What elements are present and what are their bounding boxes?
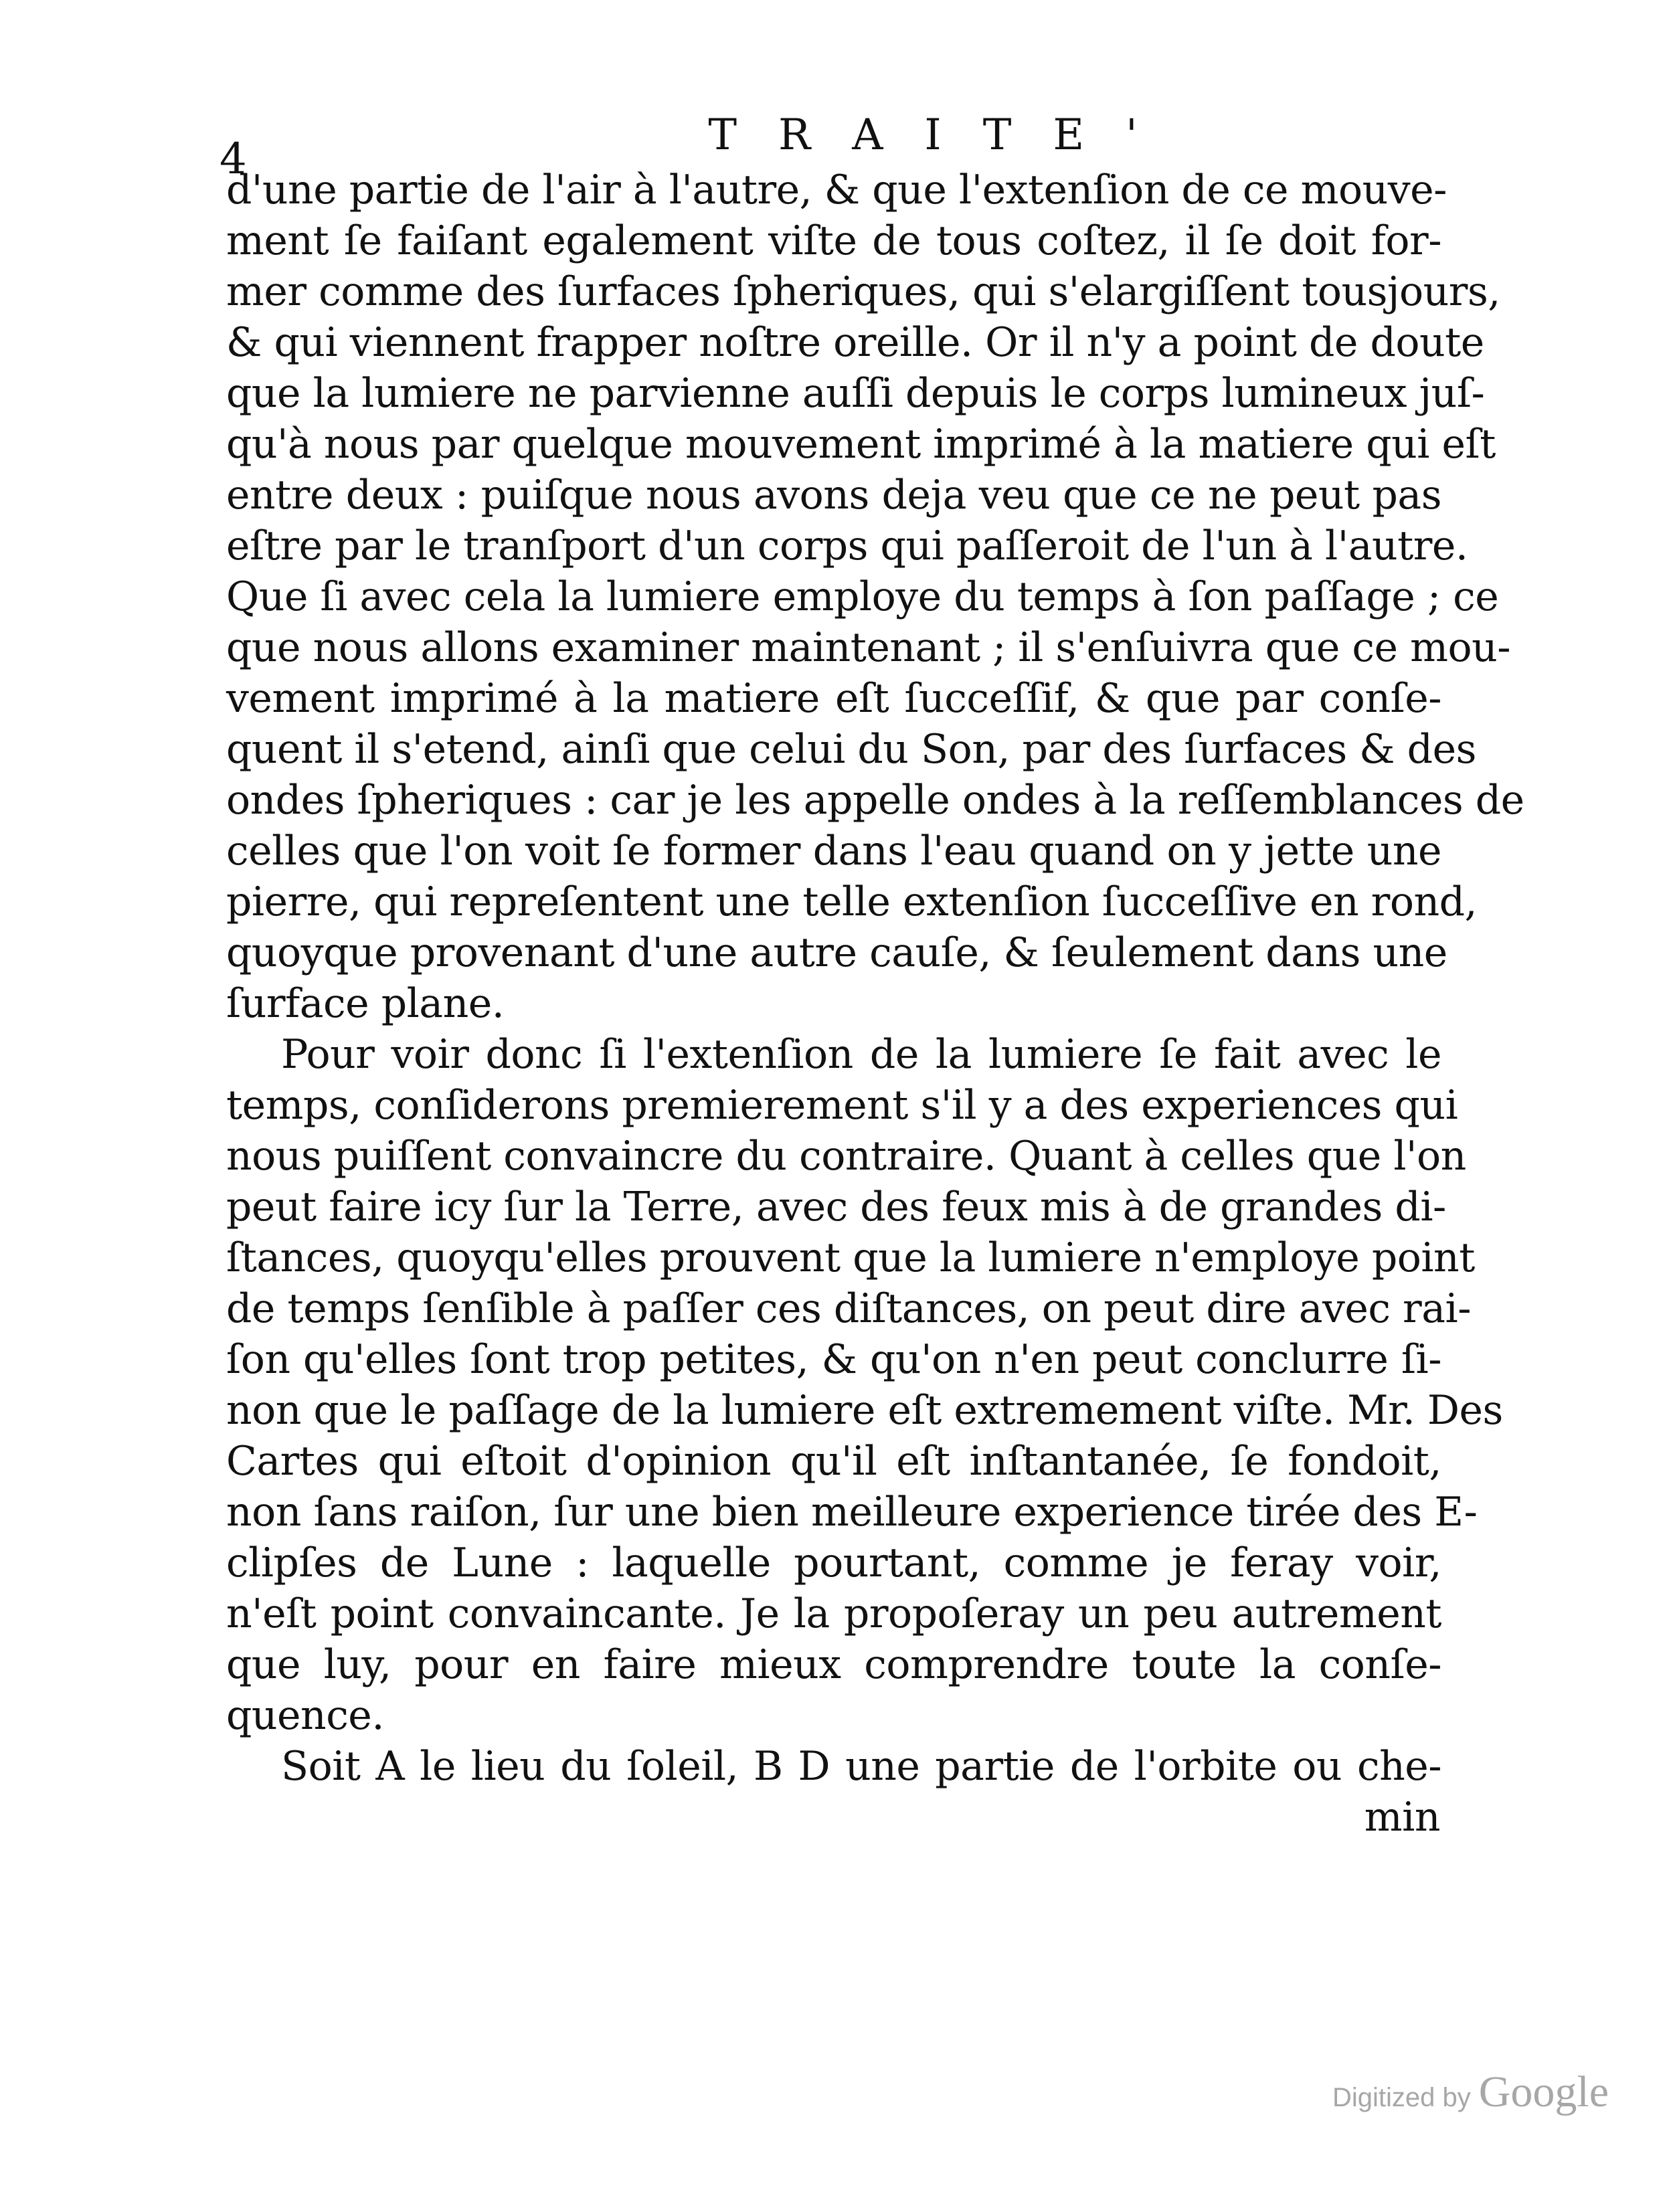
text-line: ſon qu'elles ſont trop petites, & qu'on n'en peut conclurre ſi-: [226, 1336, 1441, 1383]
text-line: Pour voir donc ſi l'extenſion de la lumiere ſe fait avec le: [281, 1031, 1441, 1078]
text-line: Cartes qui eſtoit d'opinion qu'il eſt inſtantanée, ſe fondoit,: [226, 1438, 1441, 1485]
text-line: non que le paſſage de la lumiere eſt extremement viſte. Mr. Des: [226, 1387, 1503, 1434]
text-line: que la lumiere ne parvienne auſſi depuis le corps lumineux juſ-: [226, 370, 1485, 417]
text-line: pierre, qui repreſentent une telle extenſion ſucceſſive en rond,: [226, 879, 1478, 925]
page-number: 4: [219, 134, 247, 184]
body-text: [226, 165, 1524, 1843]
text-line: quoyque provenant d'une autre cauſe, & ſeulement dans une: [226, 929, 1447, 976]
text-line: & qui viennent frapper noſtre oreille. Or il n'y a point de doute: [226, 319, 1484, 366]
text-line: clipſes de Lune : laquelle pourtant, comme je feray voir,: [226, 1540, 1441, 1586]
digitization-watermark: [1332, 2067, 1609, 2116]
text-line: n'eſt point convaincante. Je la propoſeray un peu autrement: [226, 1590, 1441, 1637]
text-line: ondes ſpheriques : car je les appelle ondes à la reſſemblances de: [226, 777, 1524, 824]
watermark-brand: Google: [1478, 2067, 1609, 2116]
text-line: entre deux : puiſque nous avons deja veu que ce ne peut pas: [226, 472, 1441, 519]
text-line: mer comme des ſurfaces ſpheriques, qui s'elargiſſent tousjours,: [226, 268, 1500, 315]
text-line: quent il s'etend, ainſi que celui du Son, par des ſurfaces & des: [226, 726, 1476, 773]
watermark-prefix: Digitized by: [1332, 2083, 1471, 2112]
text-line: non ſans raiſon, ſur une bien meilleure experience tirée des E-: [226, 1489, 1478, 1536]
text-line: qu'à nous par quelque mouvement imprimé à la matiere qui eſt: [226, 421, 1496, 468]
text-line: quence.: [226, 1692, 384, 1739]
text-line: eſtre par le tranſport d'un corps qui paſſeroit de l'un à l'autre.: [226, 523, 1468, 569]
text-line: d'une partie de l'air à l'autre, & que l'extenſion de ce mouve-: [226, 167, 1447, 213]
text-line: ment ſe faiſant egalement viſte de tous coſtez, il ſe doit for-: [226, 217, 1441, 264]
text-line: peut faire icy ſur la Terre, avec des feux mis à de grandes di-: [226, 1184, 1446, 1230]
text-line: de temps ſenſible à paſſer ces diſtances, on peut dire avec rai-: [226, 1285, 1471, 1332]
text-line: que luy, pour en faire mieux comprendre toute la conſe-: [226, 1641, 1441, 1688]
text-line: ſurface plane.: [226, 980, 505, 1027]
catchword: min: [1364, 1794, 1440, 1841]
text-line: celles que l'on voit ſe former dans l'eau quand on y jette une: [226, 828, 1441, 874]
text-line: que nous allons examiner maintenant ; il s'enſuivra que ce mou-: [226, 624, 1511, 671]
text-line: Que ſi avec cela la lumiere employe du temps à ſon paſſage ; ce: [226, 573, 1499, 620]
running-head: TRAITE': [708, 110, 1179, 160]
text-line: Soit A le lieu du ſoleil, B D une partie de l'orbite ou che-: [281, 1743, 1441, 1790]
text-line: ſtances, quoyqu'elles prouvent que la lumiere n'employe point: [226, 1234, 1475, 1281]
text-line: nous puiſſent convaincre du contraire. Quant à celles que l'on: [226, 1133, 1466, 1180]
text-line: temps, conſiderons premierement s'il y a des experiences qui: [226, 1082, 1458, 1129]
text-line: vement imprimé à la matiere eſt ſucceſſif, & que par conſe-: [226, 675, 1441, 722]
